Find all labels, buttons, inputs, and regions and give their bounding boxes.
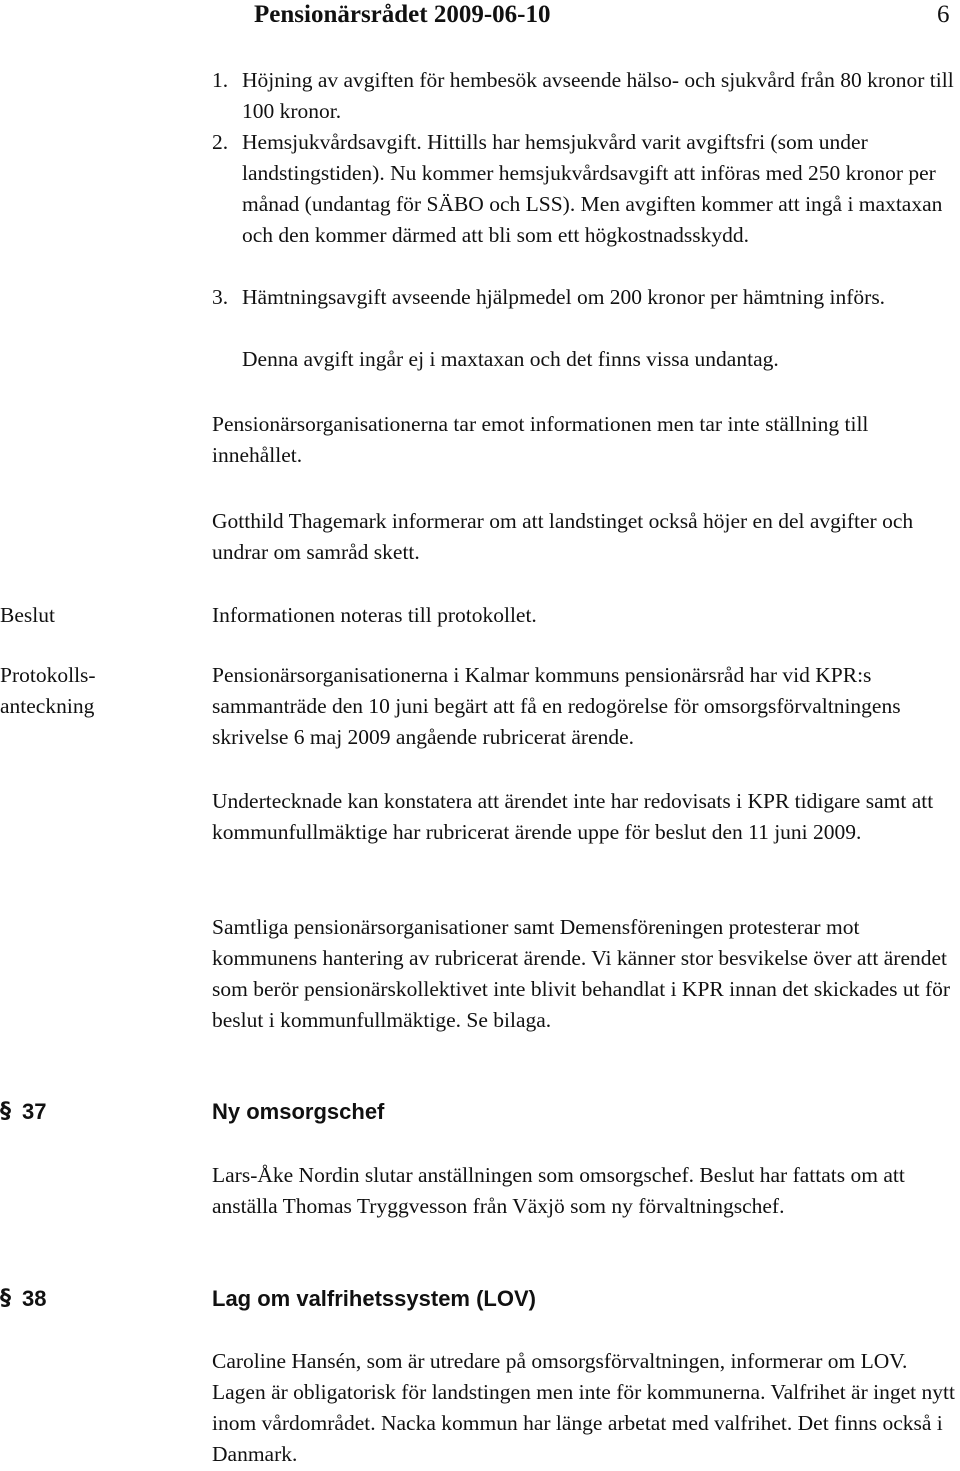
protokoll-label-line2: anteckning	[0, 694, 95, 718]
list-item-text: Hemsjukvårdsavgift. Hittills har hemsjukvård varit avgiftsfri (som under landstingstiden). Nu kommer hemsjukvårdsavgift att införas med 250 kronor per månad (undantag för SÄBO och LSS). Men avgiften kommer att ingå i maxtaxan och den kommer därmed att bli som ett högkostnadsskydd.	[242, 130, 943, 247]
beslut-text: Informationen noteras till protokollet.	[212, 603, 537, 627]
list-item-3	[212, 282, 957, 313]
protokoll-paragraph-3: Samtliga pensionärsorganisationer samt Demensföreningen protesterar mot kommunens hantering av rubricerat ärende. Vi känner stor besvikelse över att ärendet som berör pensionärskollektivet inte blivit behandlat i KPR innan det skickades ut för beslut i kommunfullmäktige. Se bilaga.	[212, 915, 951, 1032]
section-number: 38	[22, 1286, 47, 1311]
page-number: 6	[937, 1, 950, 28]
list-item-text: Hämtningsavgift avseende hjälpmedel om 200 kronor per hämtning införs.	[242, 285, 886, 309]
list-item-number: 2.	[212, 130, 229, 154]
list-item-number: 3.	[212, 285, 229, 309]
paragraph-organisations: Pensionärsorganisationerna tar emot informationen men tar inte ställning till innehållet.	[212, 412, 869, 467]
list-item-2	[212, 127, 957, 251]
section-37-text: Lars-Åke Nordin slutar anställningen som omsorgschef. Beslut har fattats om att anställa Thomas Tryggvesson från Växjö som ny förvaltningschef.	[212, 1163, 905, 1218]
beslut-label: Beslut	[0, 603, 55, 627]
section-title: Ny omsorgschef	[212, 1099, 385, 1124]
list-item-number: 1.	[212, 68, 229, 92]
header-title: Pensionärsrådet 2009-06-10	[254, 1, 551, 28]
protokoll-paragraph-2: Undertecknade kan konstatera att ärendet inte har redovisats i KPR tidigare samt att kommunfullmäktige har rubricerat ärende uppe för beslut den 11 juni 2009.	[212, 789, 934, 844]
section-38-text: Caroline Hansén, som är utredare på omsorgsförvaltningen, informerar om LOV. Lagen är obligatorisk för landstingen men inte för kommunerna. Valfrihet är inget nytt inom vårdområdet. Nacka kommun har länge arbetat med valfrihet. Det finns också i Danmark.	[212, 1349, 955, 1466]
protokoll-label-line1: Protokolls-	[0, 663, 96, 687]
section-37-heading	[0, 1097, 960, 1137]
section-number: 37	[22, 1099, 47, 1124]
section-symbol: §	[0, 1286, 11, 1311]
section-symbol: §	[0, 1099, 11, 1124]
list-item-text: Höjning av avgiften för hembesök avseende hälso- och sjukvård från 80 kronor till 100 kronor.	[242, 68, 954, 123]
paragraph-thagemark: Gotthild Thagemark informerar om att landstinget också höjer en del avgifter och undrar om samråd skett.	[212, 509, 914, 564]
section-38-heading	[0, 1284, 960, 1324]
section-title: Lag om valfrihetssystem (LOV)	[212, 1286, 536, 1311]
list-continuation: Denna avgift ingår ej i maxtaxan och det finns vissa undantag.	[242, 347, 779, 371]
protokoll-paragraph-1: Pensionärsorganisationerna i Kalmar kommuns pensionärsråd har vid KPR:s sammanträde den 10 juni begärt att få en redogörelse för omsorgsförvaltningens skrivelse 6 maj 2009 angående rubricerat ärende.	[212, 663, 901, 749]
list-item-1	[212, 65, 957, 127]
page-header	[0, 0, 960, 30]
protokoll-label	[0, 660, 200, 722]
